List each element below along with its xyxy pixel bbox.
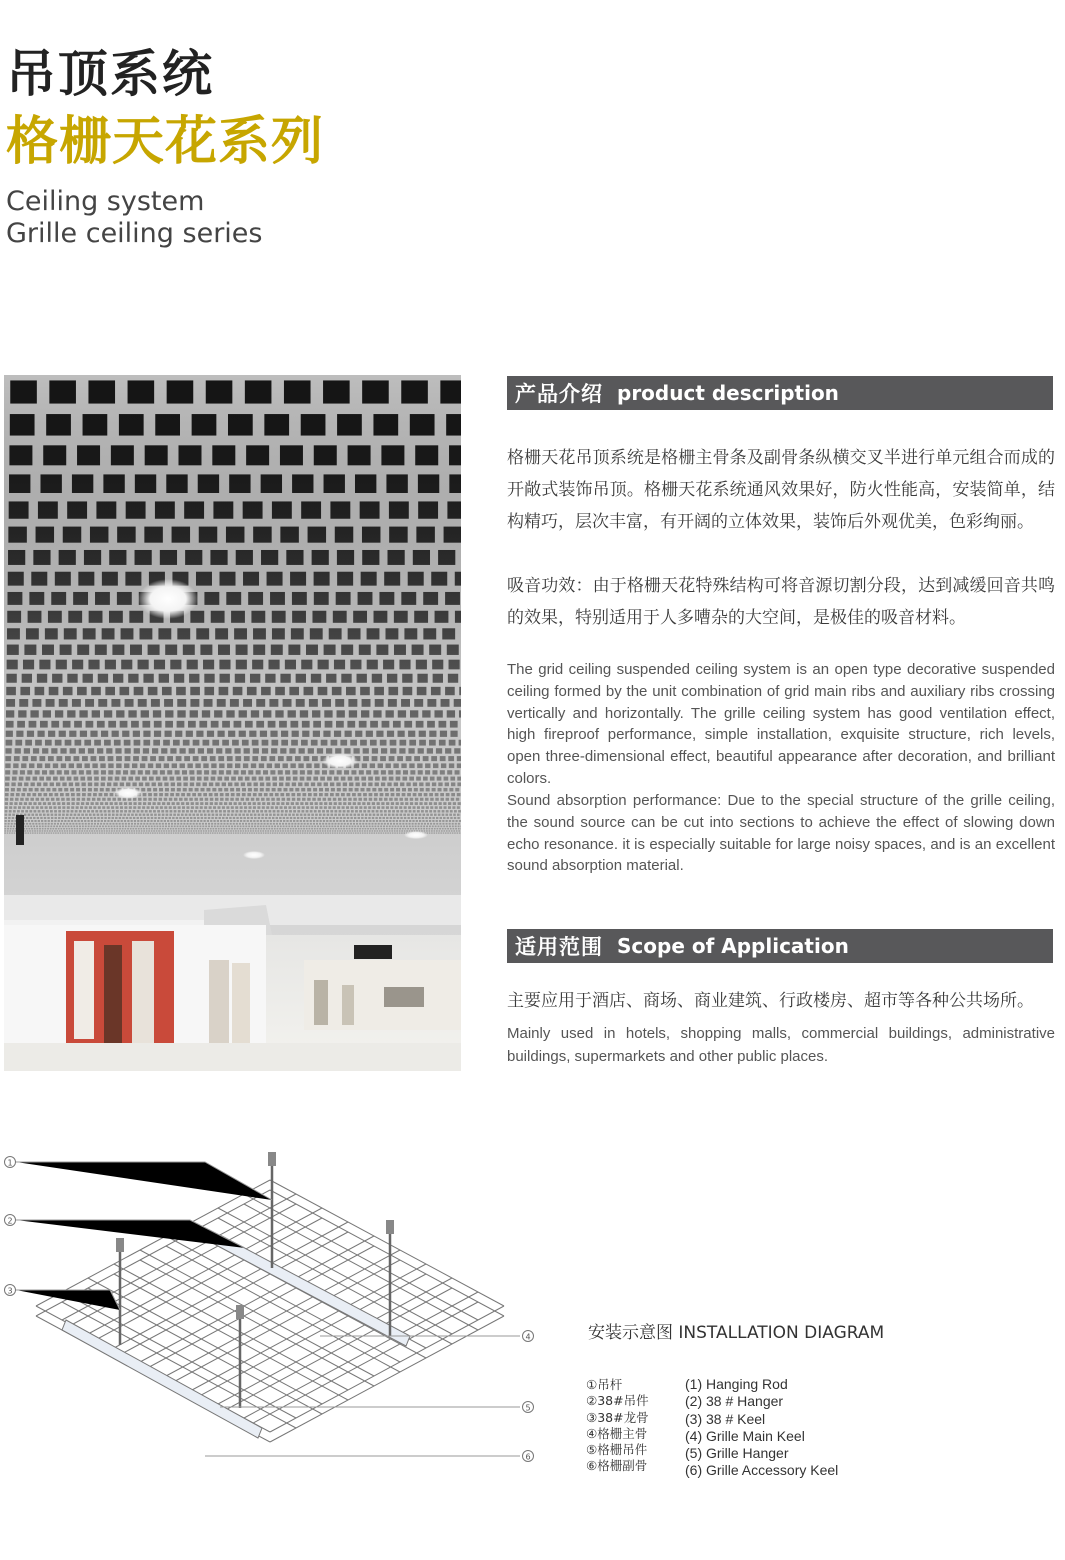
legend-en-item: (4) Grille Main Keel — [685, 1427, 805, 1444]
description-cn-paragraph-2: 吸音功效：由于格栅天花特殊结构可将音源切割分段，达到减缓回音共鸣的效果，特别适用于人多嘈杂的大空间，是极佳的吸音材料。 — [507, 576, 1055, 628]
diagram-callout-number: 3 — [7, 1286, 13, 1296]
installation-legend-cn — [586, 1377, 649, 1475]
installation-diagram-title: 安装示意图 INSTALLATION DIAGRAM — [588, 1323, 885, 1343]
diagram-callout-number: 1 — [7, 1158, 13, 1168]
scope-header-en: Scope of Application — [617, 934, 849, 958]
installation-diagram — [0, 1140, 560, 1520]
scope-header-cn: 适用范围 — [515, 935, 603, 959]
product-description-header-cn: 产品介绍 — [515, 382, 603, 406]
scope-en-text: Mainly used in hotels, shopping malls, commercial buildings, administrative buildings, supermarkets and other public places. — [507, 1025, 1055, 1065]
legend-en-item: (6) Grille Accessory Keel — [685, 1462, 839, 1479]
diagram-callout-number: 6 — [525, 1452, 531, 1462]
scope-of-application-header — [507, 929, 1053, 963]
legend-en-item: (5) Grille Hanger — [685, 1445, 789, 1462]
title-chinese-ceiling-system: 吊顶系统 — [6, 44, 214, 103]
description-en-paragraph-1: The grid ceiling suspended ceiling system is an open type decorative suspended ceiling formed by the unit combination of grid main ribs and auxiliary ribs crossing vertically and horizontally. The grille ceiling system has good ventilation effect, high fireproof performance, simple installation, exquisite structure, rich levels, open three-dimensional effect, beautiful appearance after decoration, and brilliant colors. — [507, 661, 1055, 787]
description-en-paragraph-2: Sound absorption performance: Due to the special structure of the grille ceiling, the sound source can be cut into sections to achieve the effect of slowing down echo resonance. it is especially suitable for large noisy spaces, and is an excellent sound absorption material. — [507, 792, 1055, 875]
scope-cn-text: 主要应用于酒店、商场、商业建筑、行政楼房、超市等各种公共场所。 — [507, 991, 1034, 1011]
diagram-callout-number: 2 — [7, 1216, 13, 1226]
title-chinese-grille-series: 格栅天花系列 — [6, 111, 325, 172]
installation-legend-en — [685, 1376, 838, 1480]
legend-cn-item: ⑤格栅吊件 — [586, 1442, 648, 1458]
product-description-header — [507, 376, 1053, 410]
legend-cn-item: ③38#龙骨 — [586, 1409, 649, 1425]
diagram-callout-number: 5 — [525, 1403, 531, 1413]
legend-cn-item: ④格栅主骨 — [586, 1425, 648, 1441]
description-cn-paragraph-1: 格栅天花吊顶系统是格栅主骨条及副骨条纵横交叉半进行单元组合而成的开敞式装饰吊顶。格栅天花系统通风效果好，防火性能高，安装简单，结构精巧，层次丰富，有开阔的立体效果，装饰后外观优美，色彩绚丽。 — [507, 448, 1055, 532]
title-english-ceiling-system: Ceiling system — [6, 186, 205, 217]
title-english-grille-series: Grille ceiling series — [6, 218, 263, 249]
diagram-callout-number: 4 — [525, 1332, 531, 1342]
legend-en-item: (2) 38 # Hanger — [685, 1393, 784, 1410]
legend-cn-item: ⑥格栅副骨 — [586, 1458, 648, 1474]
legend-cn-item: ②38#吊件 — [586, 1393, 649, 1409]
mall-grille-ceiling-photo — [4, 375, 461, 1071]
legend-cn-item: ①吊杆 — [586, 1377, 623, 1392]
legend-en-item: (1) Hanging Rod — [685, 1376, 788, 1392]
legend-en-item: (3) 38 # Keel — [685, 1410, 766, 1427]
product-description-header-en: product description — [617, 381, 839, 405]
